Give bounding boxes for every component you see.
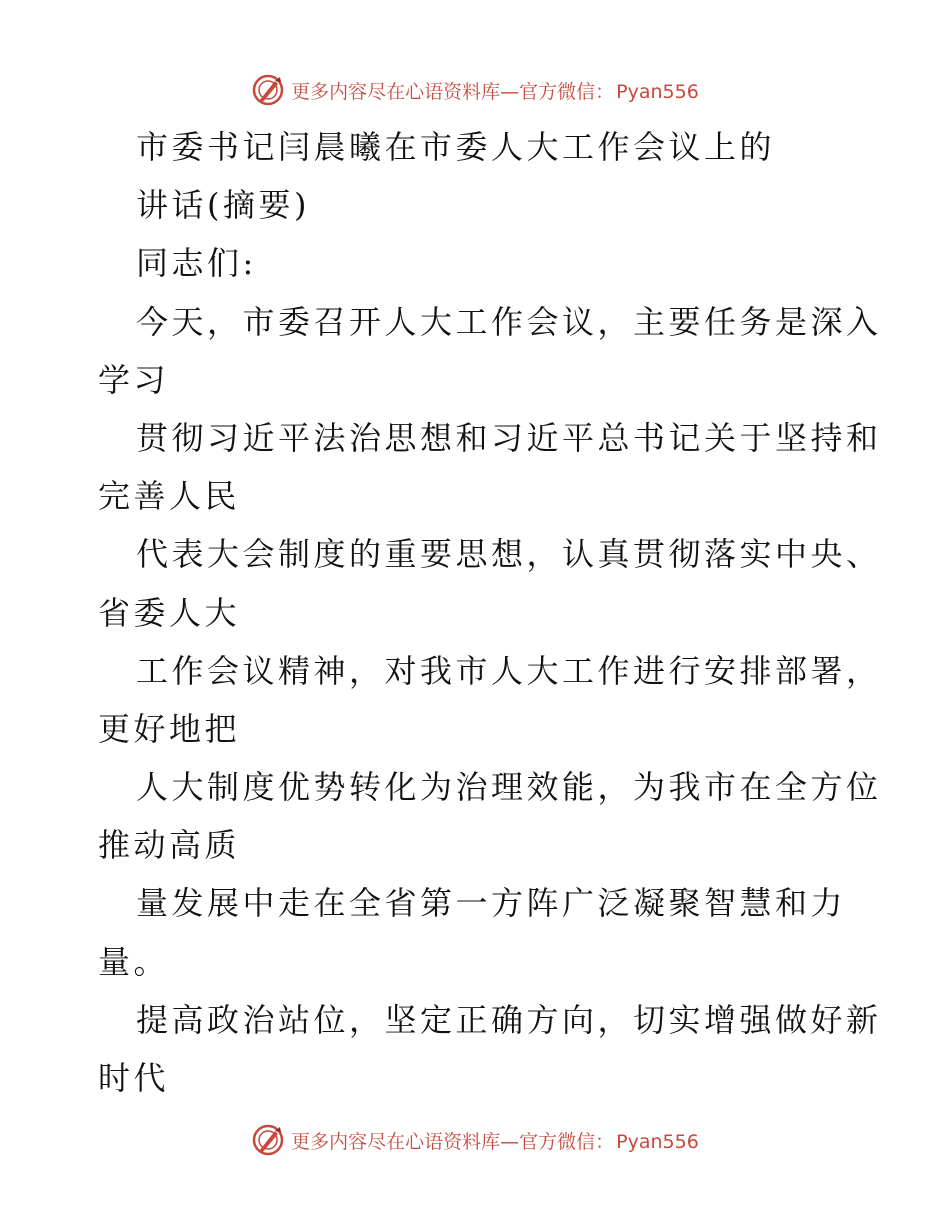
paragraph-line: 人大制度优势转化为治理效能，为我市在全方位: [136, 768, 882, 807]
paragraph-line: 市委书记闫晨曦在市委人大工作会议上的: [136, 128, 776, 166]
paragraph-line: 今天，市委召开人大工作会议，主要任务是深入: [136, 302, 882, 341]
paragraph-line: 提高政治站位，坚定正确方向，切实增强做好新: [136, 1000, 882, 1039]
paragraph-line: 时代: [98, 1059, 170, 1097]
footer-banner: [0, 1120, 950, 1160]
paragraph-line: 代表大会制度的重要思想，认真贯彻落实中央、: [136, 535, 882, 574]
paragraph-line: 讲话(摘要): [136, 186, 310, 225]
paragraph-line: 量发展中走在全省第一方阵广泛凝聚智慧和力: [136, 884, 847, 923]
footer-banner-handle: Pyan556: [616, 1130, 699, 1153]
header-banner: [0, 70, 950, 110]
footer-banner-text: [291, 1127, 699, 1154]
paragraph-line: 省委人大: [98, 593, 241, 632]
header-banner-label: 更多内容尽在心语资料库—官方微信：: [291, 80, 615, 103]
quill-logo-icon: [251, 73, 285, 107]
paragraph-line: 更好地把: [98, 709, 241, 748]
paragraph-line: 量。: [98, 942, 170, 981]
header-banner-text: [291, 77, 699, 104]
document-body: [98, 118, 882, 1107]
paragraph-line: 完善人民: [98, 477, 241, 516]
paragraph-line: 贯彻习近平法治思想和习近平总书记关于坚持和: [136, 418, 882, 457]
footer-banner-label: 更多内容尽在心语资料库—官方微信：: [291, 1130, 615, 1153]
header-banner-handle: Pyan556: [616, 80, 699, 103]
paragraph-line: 同志们:: [136, 244, 257, 283]
paragraph-line: 推动高质: [98, 826, 241, 865]
quill-logo-icon: [251, 1123, 285, 1157]
paragraph-line: 学习: [98, 360, 170, 399]
paragraph-line: 工作会议精神，对我市人大工作进行安排部署，: [136, 651, 882, 690]
